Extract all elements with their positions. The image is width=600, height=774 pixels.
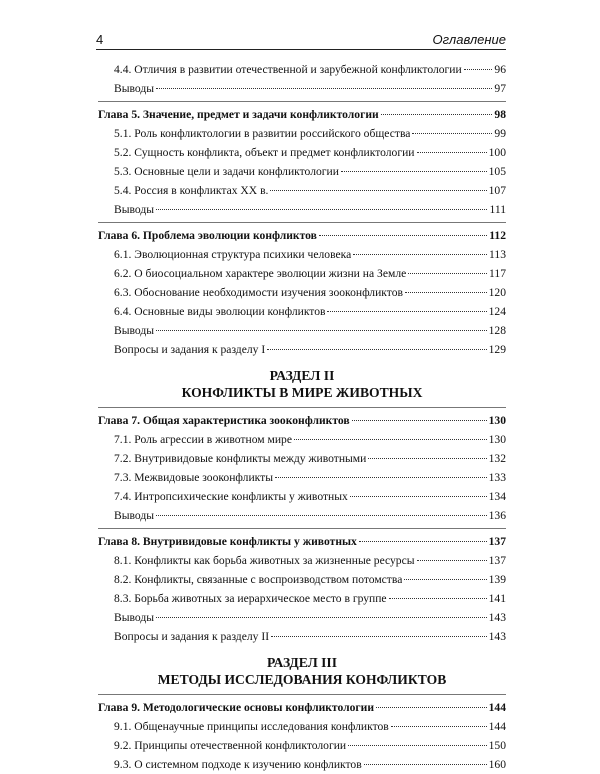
dot-leader xyxy=(381,114,493,115)
entry-title: Вопросы и задания к разделу I xyxy=(114,343,266,356)
dot-leader xyxy=(417,152,487,153)
entry-title: 8.2. Конфликты, связанные с воспроизводством потомства xyxy=(114,573,403,586)
entry-page-number: 137 xyxy=(488,554,506,567)
toc-section-entry[interactable] xyxy=(98,506,506,525)
entry-page-number: 129 xyxy=(488,343,506,356)
entry-title: Выводы xyxy=(114,324,155,337)
dot-leader xyxy=(341,171,487,172)
toc-section-entry[interactable] xyxy=(98,570,506,589)
entry-title: 7.4. Интропсихические конфликты у животных xyxy=(114,490,348,503)
dot-leader xyxy=(389,598,487,599)
entry-page-number: 107 xyxy=(488,184,506,197)
section-divider xyxy=(98,222,506,223)
table-of-contents xyxy=(98,60,506,774)
entry-title: 5.4. Россия в конфликтах XX в. xyxy=(114,184,269,197)
entry-title: 6.2. О биосоциальном характере эволюции жизни на Земле xyxy=(114,267,407,280)
entry-page-number: 105 xyxy=(488,165,506,178)
entry-title: 5.2. Сущность конфликта, объект и предмет конфликтологии xyxy=(114,146,415,159)
entry-title: 9.2. Принципы отечественной конфликтологии xyxy=(114,739,347,752)
entry-page-number: 130 xyxy=(488,414,506,427)
entry-title: 8.1. Конфликты как борьба животных за жизненные ресурсы xyxy=(114,554,415,567)
toc-section-entry[interactable] xyxy=(98,755,506,774)
section-divider xyxy=(98,528,506,529)
part-heading xyxy=(98,654,506,688)
dot-leader xyxy=(267,349,486,350)
toc-chapter-entry[interactable] xyxy=(98,411,506,430)
entry-page-number: 120 xyxy=(488,286,506,299)
part-number: РАЗДЕЛ III xyxy=(266,655,338,670)
toc-section-entry[interactable] xyxy=(98,468,506,487)
entry-page-number: 143 xyxy=(488,630,506,643)
dot-leader xyxy=(327,311,486,312)
section-divider xyxy=(98,694,506,695)
toc-section-entry[interactable] xyxy=(98,245,506,264)
entry-page-number: 150 xyxy=(488,739,506,752)
section-divider xyxy=(98,101,506,102)
dot-leader xyxy=(368,458,486,459)
entry-page-number: 112 xyxy=(489,229,506,242)
toc-section-entry[interactable] xyxy=(98,283,506,302)
dot-leader xyxy=(376,707,487,708)
entry-page-number: 117 xyxy=(489,267,506,280)
entry-page-number: 130 xyxy=(488,433,506,446)
entry-page-number: 132 xyxy=(488,452,506,465)
toc-section-entry[interactable] xyxy=(98,608,506,627)
toc-section-entry[interactable] xyxy=(98,79,506,98)
page-number: 4 xyxy=(96,32,104,47)
entry-page-number: 134 xyxy=(488,490,506,503)
entry-title: Вопросы и задания к разделу II xyxy=(114,630,270,643)
toc-section-entry[interactable] xyxy=(98,124,506,143)
entry-title: Глава 7. Общая характеристика зооконфликтов xyxy=(98,414,350,427)
dot-leader xyxy=(156,617,487,618)
dot-leader xyxy=(156,515,487,516)
part-heading xyxy=(98,367,506,401)
toc-section-entry[interactable] xyxy=(98,143,506,162)
entry-title: Выводы xyxy=(114,203,155,216)
entry-title: Глава 5. Значение, предмет и задачи конфликтологии xyxy=(98,108,379,121)
entry-title: Выводы xyxy=(114,611,155,624)
toc-section-entry[interactable] xyxy=(98,430,506,449)
entry-title: 9.3. О системном подходе к изучению конфликтов xyxy=(114,758,362,771)
entry-title: 7.1. Роль агрессии в животном мире xyxy=(114,433,292,446)
entry-page-number: 99 xyxy=(494,127,506,140)
entry-page-number: 160 xyxy=(488,758,506,771)
entry-page-number: 133 xyxy=(488,471,506,484)
entry-title: 5.3. Основные цели и задачи конфликтологии xyxy=(114,165,339,178)
toc-section-entry[interactable] xyxy=(98,264,506,283)
entry-title: Глава 9. Методологические основы конфликтологии xyxy=(98,701,375,714)
entry-title: 7.3. Межвидовые зооконфликты xyxy=(114,471,273,484)
toc-section-entry[interactable] xyxy=(98,449,506,468)
dot-leader xyxy=(391,726,487,727)
dot-leader xyxy=(417,560,487,561)
dot-leader xyxy=(353,254,487,255)
entry-title: 8.3. Борьба животных за иерархическое место в группе xyxy=(114,592,387,605)
entry-page-number: 96 xyxy=(494,63,506,76)
toc-chapter-entry[interactable] xyxy=(98,226,506,245)
part-title: МЕТОДЫ ИССЛЕДОВАНИЯ КОНФЛИКТОВ xyxy=(157,672,447,687)
entry-title: Выводы xyxy=(114,82,155,95)
entry-title: 7.2. Внутривидовые конфликты между животными xyxy=(114,452,367,465)
entry-page-number: 124 xyxy=(488,305,506,318)
dot-leader xyxy=(412,133,492,134)
entry-page-number: 113 xyxy=(489,248,506,261)
dot-leader xyxy=(405,292,487,293)
entry-page-number: 144 xyxy=(488,701,506,714)
entry-title: 4.4. Отличия в развитии отечественной и зарубежной конфликтологии xyxy=(114,63,462,76)
dot-leader xyxy=(348,745,486,746)
dot-leader xyxy=(464,69,493,70)
dot-leader xyxy=(408,273,487,274)
toc-chapter-entry[interactable] xyxy=(98,532,506,551)
entry-page-number: 144 xyxy=(488,720,506,733)
dot-leader xyxy=(352,420,487,421)
dot-leader xyxy=(350,496,487,497)
toc-section-entry[interactable] xyxy=(98,181,506,200)
part-number: РАЗДЕЛ II xyxy=(269,368,335,383)
dot-leader xyxy=(156,209,487,210)
entry-page-number: 111 xyxy=(489,203,506,216)
entry-page-number: 137 xyxy=(488,535,506,548)
toc-section-entry[interactable] xyxy=(98,340,506,359)
dot-leader xyxy=(294,439,487,440)
entry-page-number: 98 xyxy=(494,108,506,121)
entry-page-number: 143 xyxy=(488,611,506,624)
header-rule xyxy=(96,49,506,50)
entry-title: 6.1. Эволюционная структура психики человека xyxy=(114,248,352,261)
toc-section-entry[interactable] xyxy=(98,487,506,506)
entry-title: Выводы xyxy=(114,509,155,522)
entry-page-number: 100 xyxy=(488,146,506,159)
toc-section-entry[interactable] xyxy=(98,302,506,321)
toc-section-entry[interactable] xyxy=(98,60,506,79)
toc-section-entry[interactable] xyxy=(98,162,506,181)
dot-leader xyxy=(359,541,487,542)
entry-title: 9.1. Общенаучные принципы исследования конфликтов xyxy=(114,720,389,733)
toc-section-entry[interactable] xyxy=(98,589,506,608)
entry-page-number: 97 xyxy=(494,82,506,95)
toc-section-entry[interactable] xyxy=(98,717,506,736)
page-header xyxy=(96,30,506,52)
toc-section-entry[interactable] xyxy=(98,736,506,755)
toc-chapter-entry[interactable] xyxy=(98,698,506,717)
dot-leader xyxy=(404,579,486,580)
entry-title: 5.1. Роль конфликтологии в развитии российского общества xyxy=(114,127,411,140)
dot-leader xyxy=(364,764,487,765)
entry-page-number: 128 xyxy=(488,324,506,337)
dot-leader xyxy=(156,330,487,331)
part-title: КОНФЛИКТЫ В МИРЕ ЖИВОТНЫХ xyxy=(181,385,423,400)
entry-page-number: 141 xyxy=(488,592,506,605)
entry-title: Глава 6. Проблема эволюции конфликтов xyxy=(98,229,317,242)
entry-page-number: 136 xyxy=(488,509,506,522)
toc-section-entry[interactable] xyxy=(98,551,506,570)
toc-section-entry[interactable] xyxy=(98,200,506,219)
dot-leader xyxy=(271,636,487,637)
dot-leader xyxy=(156,88,492,89)
toc-section-entry[interactable] xyxy=(98,321,506,340)
entry-title: 6.3. Обоснование необходимости изучения зооконфликтов xyxy=(114,286,403,299)
dot-leader xyxy=(270,190,486,191)
running-title: Оглавление xyxy=(432,32,506,47)
toc-chapter-entry[interactable] xyxy=(98,105,506,124)
entry-title: Глава 8. Внутривидовые конфликты у животных xyxy=(98,535,357,548)
toc-section-entry[interactable] xyxy=(98,627,506,646)
entry-page-number: 139 xyxy=(488,573,506,586)
section-divider xyxy=(98,407,506,408)
dot-leader xyxy=(319,235,487,236)
entry-title: 6.4. Основные виды эволюции конфликтов xyxy=(114,305,326,318)
dot-leader xyxy=(275,477,487,478)
